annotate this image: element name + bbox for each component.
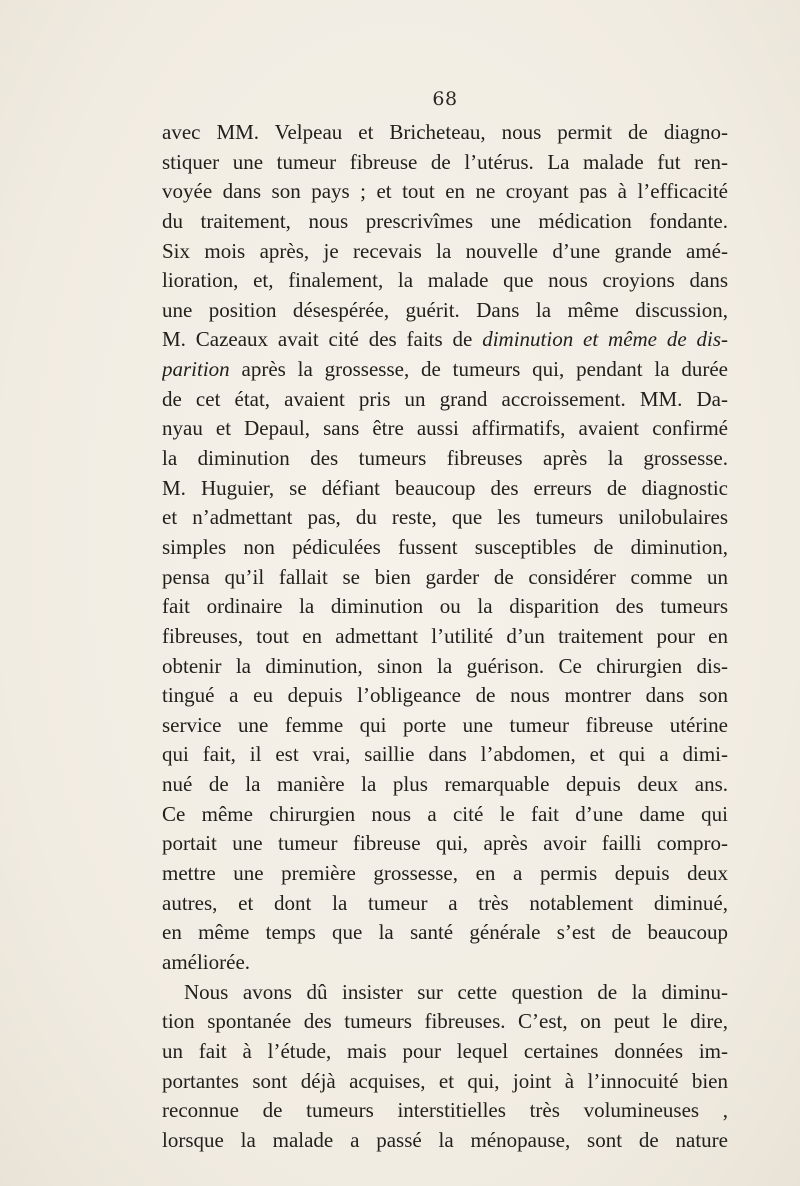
text-line: M. Huguier, se défiant beaucoup des erreurs de diagnostic <box>162 475 728 500</box>
text-line: lioration, et, finalement, la malade que nous croyions dans <box>162 268 728 293</box>
text-line: en même temps que la santé générale s’est de beaucoup <box>162 920 728 945</box>
text-line: de cet état, avaient pris un grand accroissement. MM. Da- <box>162 386 728 411</box>
text-line <box>162 325 728 355</box>
text-line: tingué a eu depuis l’obligeance de nous montrer dans son <box>162 683 728 708</box>
text-line: autres, et dont la tumeur a très notablement diminué, <box>162 890 728 915</box>
text-line: nyau et Depaul, sans être aussi affirmatifs, avaient confirmé <box>162 416 728 441</box>
text-line: et n’admettant pas, du reste, que les tumeurs unilobulaires <box>162 505 728 530</box>
text-line: avec MM. Velpeau et Bricheteau, nous permit de diagno- <box>162 120 728 144</box>
text-line: simples non pédiculées fussent susceptibles de diminution, <box>162 534 728 559</box>
text-line: mettre une première grossesse, en a permis depuis deux <box>162 861 728 886</box>
text-line: tion spontanée des tumeurs fibreuses. C’est, on peut le dire, <box>162 1009 728 1034</box>
italic-phrase: diminution et même de dis- <box>482 327 728 352</box>
text-line: améliorée. <box>162 949 251 974</box>
text-line: Ce même chirurgien nous a cité le fait d’une dame qui <box>162 801 728 826</box>
text-line: la diminution des tumeurs fibreuses après la grossesse. <box>162 446 728 471</box>
text-line: une position désespérée, guérit. Dans la même discussion, <box>162 297 728 322</box>
text-segment: M. Cazeaux avait cité des faits de <box>162 327 483 352</box>
text-line: fibreuses, tout en admettant l’utilité d’un traitement pour en <box>162 623 728 648</box>
text-line: Nous avons dû insister sur cette question de la diminu- <box>184 979 728 1004</box>
text-line: qui fait, il est vrai, saillie dans l’abdomen, et qui a dimi- <box>162 742 728 767</box>
text-line: nué de la manière la plus remarquable depuis deux ans. <box>162 772 728 797</box>
text-line: portait une tumeur fibreuse qui, après avoir failli compro- <box>162 831 728 856</box>
text-line: stiquer une tumeur fibreuse de l’utérus. La malade fut ren- <box>162 149 728 174</box>
text-segment: après la grossesse, de tumeurs qui, pendant la durée <box>229 357 728 382</box>
text-line: obtenir la diminution, sinon la guérison. Ce chirurgien dis- <box>162 653 728 678</box>
body-text <box>162 118 728 1155</box>
text-line: voyée dans son pays ; et tout en ne croyant pas à l’efficacité <box>162 179 728 204</box>
page-number: 68 <box>432 88 458 110</box>
text-line: Six mois après, je recevais la nouvelle d’une grande amé- <box>162 238 728 263</box>
text-line: du traitement, nous prescrivîmes une médication fondante. <box>162 208 728 233</box>
text-line: pensa qu’il fallait se bien garder de considérer comme un <box>162 564 728 589</box>
text-line: lorsque la malade a passé la ménopause, sont de nature <box>162 1127 728 1152</box>
text-line: un fait à l’étude, mais pour lequel certaines données im- <box>162 1038 728 1063</box>
text-line <box>162 355 728 385</box>
text-line: portantes sont déjà acquises, et qui, joint à l’innocuité bien <box>162 1068 728 1093</box>
text-line: service une femme qui porte une tumeur fibreuse utérine <box>162 712 728 737</box>
text-line: reconnue de tumeurs interstitielles très volumineuses , <box>162 1098 728 1123</box>
text-line: fait ordinaire la diminution ou la disparition des tumeurs <box>162 594 728 619</box>
italic-phrase: parition <box>162 357 230 382</box>
